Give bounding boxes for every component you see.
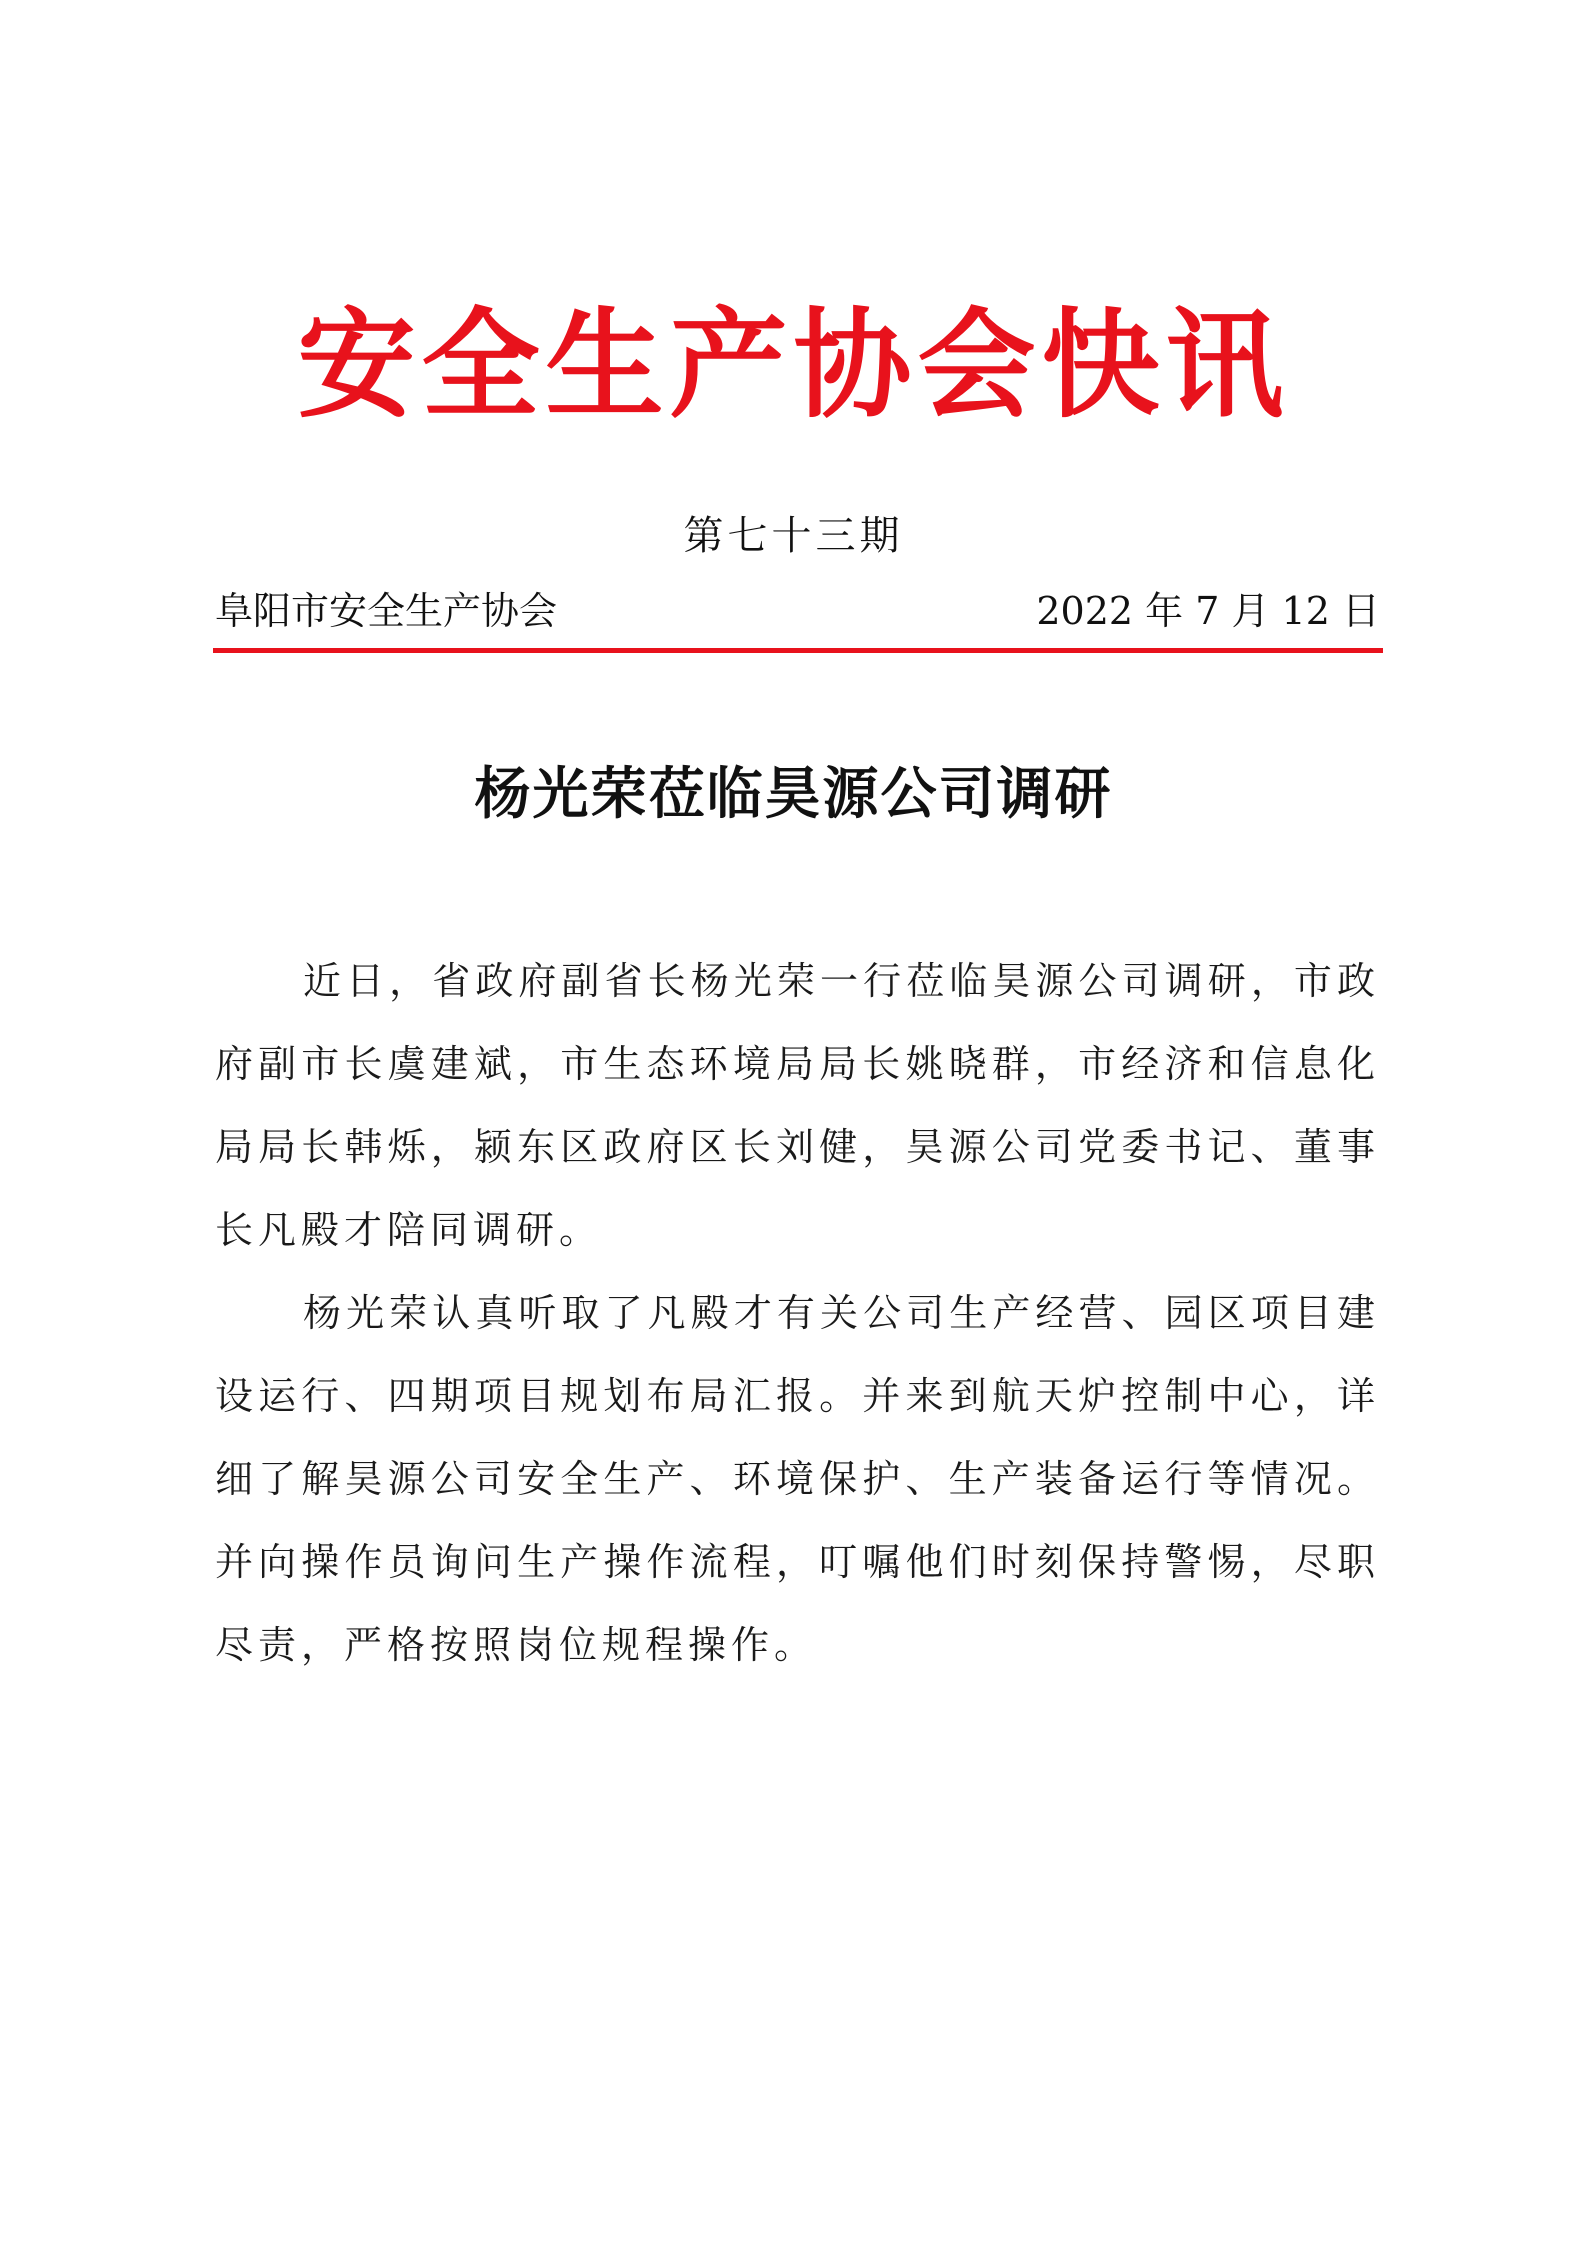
bulletin-masthead-title: 安全生产协会快讯 bbox=[297, 295, 1290, 434]
publication-date: 2022 年 7 月 12 日 bbox=[1036, 589, 1380, 633]
issuing-organization: 阜阳市安全生产协会 bbox=[215, 589, 558, 633]
article-paragraph: 杨光荣认真听取了凡殿才有关公司生产经营、园区项目建设运行、四期项目规划布局汇报。并来到航天炉控制中心，详细了解昊源公司安全生产、环境保护、生产装备运行等情况。并向操作员询问生产操作流程，叮嘱他们时刻保持警惕，尽职尽责，严格按照岗位规程操作。 bbox=[215, 1291, 1380, 1667]
article-body bbox=[215, 940, 1380, 1687]
red-divider-line bbox=[213, 648, 1383, 653]
article-headline: 杨光荣莅临昊源公司调研 bbox=[474, 762, 1113, 827]
article-paragraph: 近日，省政府副省长杨光荣一行莅临昊源公司调研，市政府副市长虞建斌，市生态环境局局长姚晓群，市经济和信息化局局长韩烁，颍东区政府区长刘健，昊源公司党委书记、董事长凡殿才陪同调研。 bbox=[215, 959, 1380, 1252]
publication-meta-row bbox=[215, 585, 1380, 637]
issue-number: 第七十三期 bbox=[683, 513, 904, 559]
